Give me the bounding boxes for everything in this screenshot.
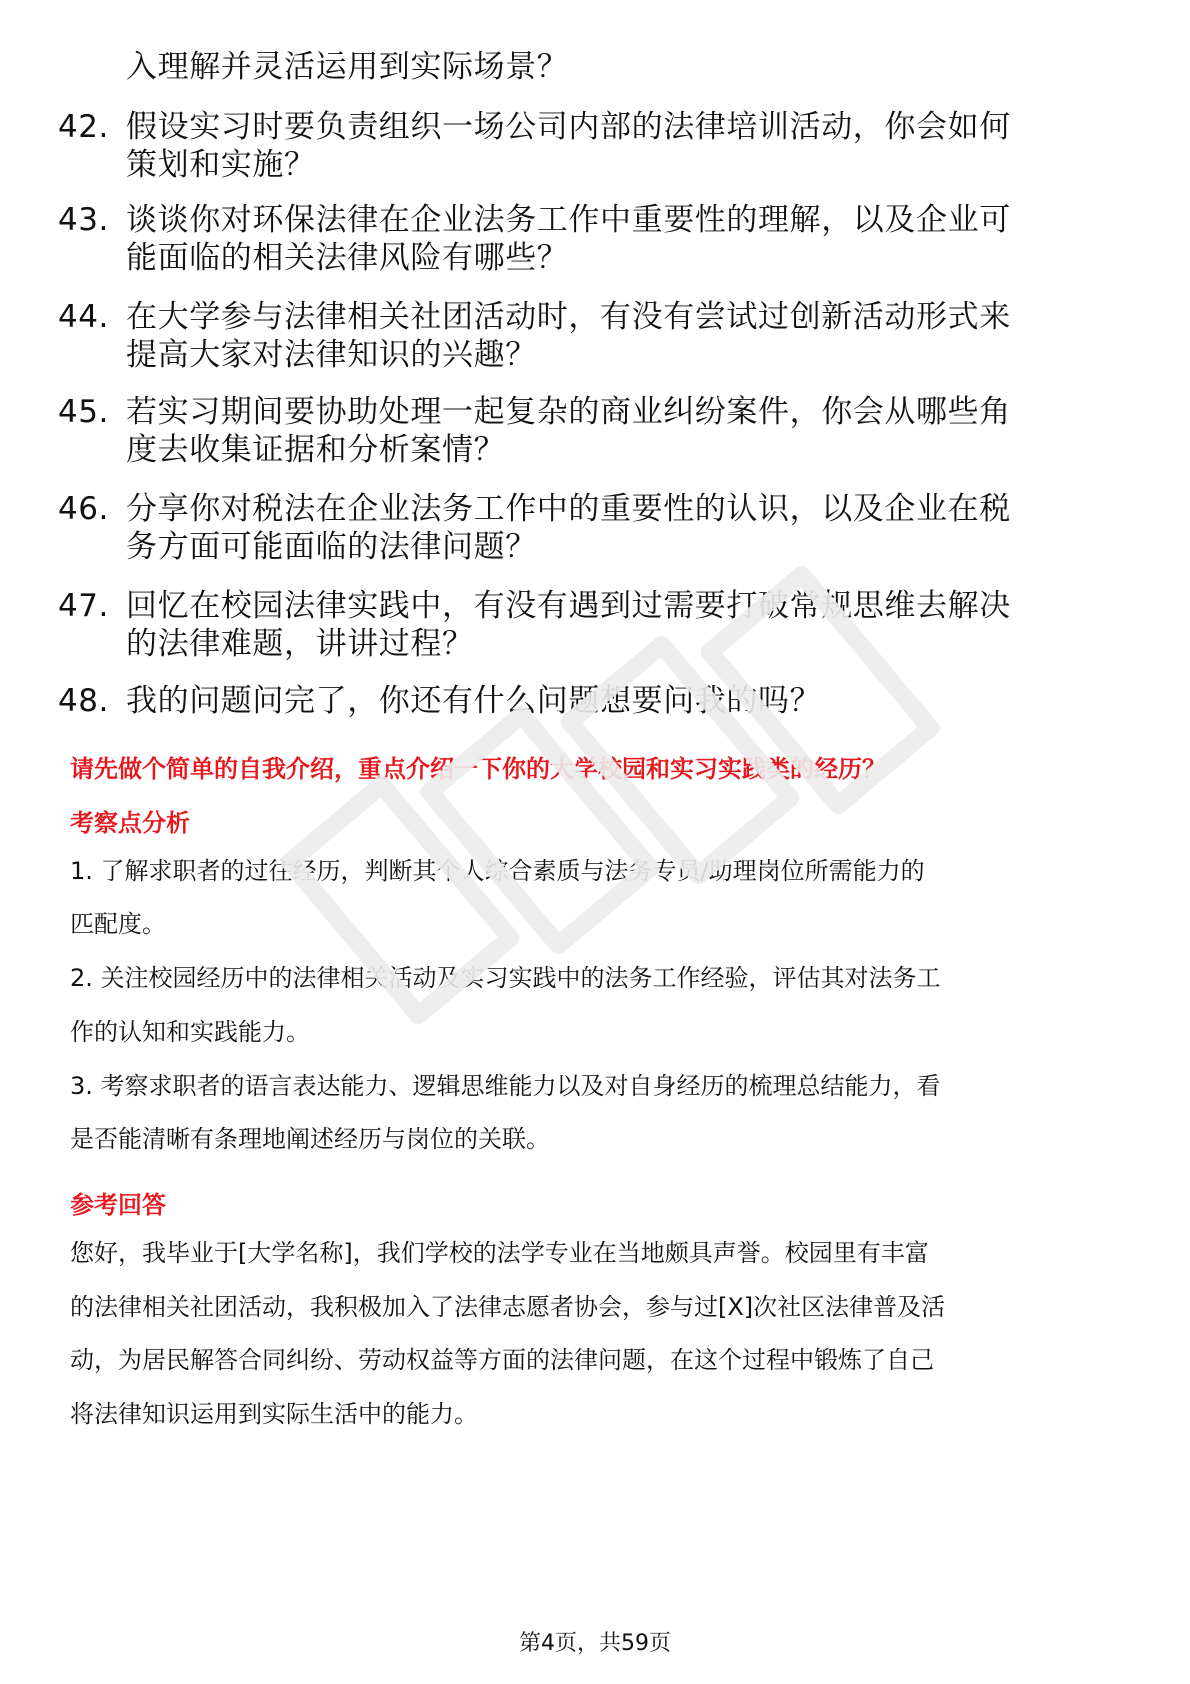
answer-line: 动，为居民解答合同纠纷、劳动权益等方面的法律问题，在这个过程中锻炼了自己 — [70, 1346, 934, 1374]
analysis-line: 作的认知和实践能力。 — [70, 1018, 310, 1046]
answer-line: 将法律知识运用到实际生活中的能力。 — [70, 1400, 478, 1428]
answer-line: 您好，我毕业于[大学名称]，我们学校的法学专业在当地颇具声誉。校园里有丰富 — [70, 1239, 929, 1267]
question-number: 43. — [58, 202, 109, 238]
question-text-line: 的法律难题，讲讲过程？ — [126, 626, 474, 662]
answer-heading: 参考回答 — [70, 1191, 166, 1219]
question-number: 48. — [58, 683, 109, 719]
question-text-line: 度去收集证据和分析案情？ — [126, 432, 506, 468]
answer-line: 的法律相关社团活动，我积极加入了法律志愿者协会，参与过[X]次社区法律普及活 — [70, 1293, 946, 1321]
question-text-line: 在大学参与法律相关社团活动时，有没有尝试过创新活动形式来 — [126, 299, 1011, 335]
section-question-title: 请先做个简单的自我介绍，重点介绍一下你的大学校园和实习实践类的经历？ — [70, 755, 886, 783]
question-text-line: 能面临的相关法律风险有哪些？ — [126, 240, 569, 276]
question-number: 44. — [58, 299, 109, 335]
page-footer: 第4页，共59页 — [519, 1631, 671, 1656]
question-number: 42. — [58, 109, 109, 145]
question-text-line: 策划和实施？ — [126, 147, 316, 183]
question-number: 47. — [58, 588, 109, 624]
question-number: 46. — [58, 491, 109, 527]
analysis-line: 是否能清晰有条理地阐述经历与岗位的关联。 — [70, 1125, 550, 1153]
question-number: 45. — [58, 394, 109, 430]
analysis-line: 3. 考察求职者的语言表达能力、逻辑思维能力以及对自身经历的梳理总结能力，看 — [70, 1072, 941, 1100]
analysis-line: 2. 关注校园经历中的法律相关活动及实习实践中的法务工作经验，评估其对法务工 — [70, 964, 941, 992]
question-text-line: 务方面可能面临的法律问题？ — [126, 529, 537, 565]
question-text-line: 回忆在校园法律实践中，有没有遇到过需要打破常规思维去解决 — [126, 588, 1011, 624]
question-text-line: 若实习期间要协助处理一起复杂的商业纠纷案件，你会从哪些角 — [126, 394, 1011, 430]
question-text-line: 假设实习时要负责组织一场公司内部的法律培训活动，你会如何 — [126, 109, 1011, 145]
question-text-line: 我的问题问完了，你还有什么问题想要问我的吗？ — [126, 683, 822, 719]
question-text-line: 谈谈你对环保法律在企业法务工作中重要性的理解，以及企业可 — [126, 202, 1011, 238]
question-text-line: 分享你对税法在企业法务工作中的重要性的认识，以及企业在税 — [126, 491, 1011, 527]
question-41-continuation: 入理解并灵活运用到实际场景？ — [126, 49, 569, 85]
analysis-line: 匹配度。 — [70, 910, 166, 938]
question-text-line: 提高大家对法律知识的兴趣？ — [126, 337, 537, 373]
analysis-heading: 考察点分析 — [70, 809, 190, 837]
analysis-line: 1. 了解求职者的过往经历，判断其个人综合素质与法务专员/助理岗位所需能力的 — [70, 857, 925, 885]
